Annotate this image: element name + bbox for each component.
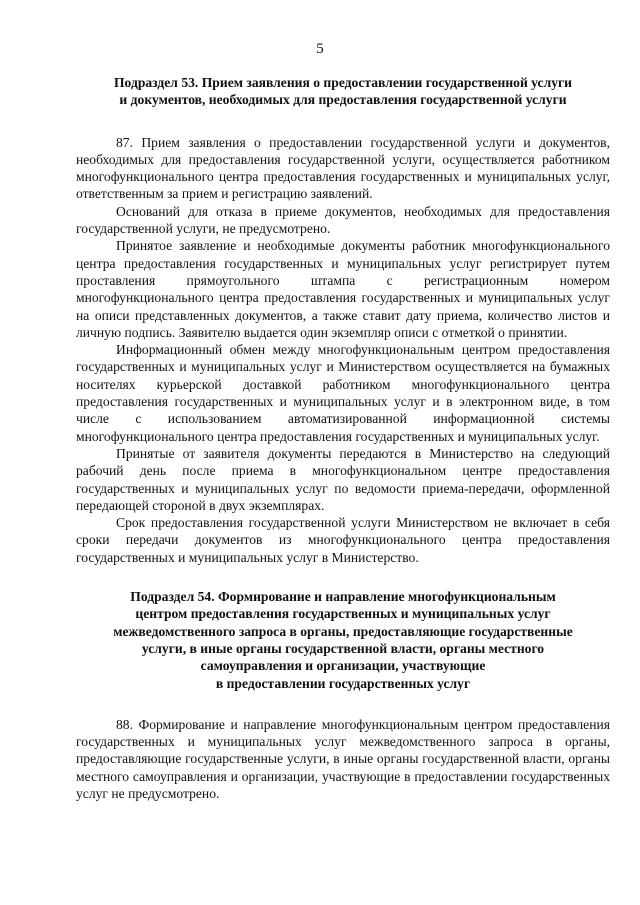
- section-54-heading-line-3: межведомственного запроса в органы, предоставляющие государственные: [113, 623, 573, 639]
- section-54-heading-line-1: Подраздел 54. Формирование и направление многофункциональным: [130, 589, 556, 605]
- section-54-heading-line-2: центром предоставления государственных и муниципальных услуг: [135, 606, 551, 622]
- document-body: [76, 74, 610, 802]
- paragraph-87: 87. Прием заявления о предоставлении государственной услуги и документов, необходимых для предоставления государственной услуги, осуществляется работником многофункционального центра предоставления государственных и муниципальных услуг, ответственным за прием и регистрацию заявлений.: [76, 134, 610, 202]
- section-53-heading-line-1: Подраздел 53. Прием заявления о предоставлении государственной услуги: [113, 75, 573, 90]
- page-number: 5: [316, 41, 324, 57]
- paragraph-no-refusal: Оснований для отказа в приеме документов, необходимых для предоставления государственной услуги, не предусмотрено.: [76, 203, 610, 237]
- section-53-heading-line-2: и документов, необходимых для предоставления государственной услуги: [119, 92, 567, 108]
- section-54-heading-line-4: услуги, в иные органы государственной власти, органы местного: [141, 640, 545, 656]
- paragraph-information-exchange: Информационный обмен между многофункциональным центром предоставления государственных и муниципальных услуг и Министерством осуществляется на бумажных носителях курьерской доставкой работником многофункционального центра предоставления государственных и муниципальных услуг и в электронном виде, в том числе с использованием автоматизированной информационной системы многофункционального центра предоставления государственных и муниципальных услуг.: [76, 342, 610, 444]
- paragraph-registration: Принятое заявление и необходимые документы работник многофункционального центра предоставления государственных и муниципальных услуг регистрирует путем проставления прямоугольного штампа с регистрационным номером многофункционального центра предоставления государственных и муниципальных услуг на описи представленных документов, а также ставит дату приема, количество листов и личную подпись. Заявителю выдается один экземпляр описи с отметкой о принятии.: [76, 238, 610, 340]
- section-54-heading-line-5: самоуправления и организации, участвующие: [200, 658, 486, 674]
- paragraph-document-transfer: Принятые от заявителя документы передаются в Министерство на следующий рабочий день после приема в многофункциональном центре предоставления государственных и муниципальных услуг по ведомости приема-передачи, оформленной передающей стороной в двух экземплярах.: [76, 445, 610, 513]
- section-54-heading: [76, 588, 610, 692]
- paragraph-service-term: Срок предоставления государственной услуги Министерством не включает в себя сроки передачи документов из многофункционального центра предоставления государственных и муниципальных услуг в Министерство.: [76, 515, 610, 565]
- section-54-heading-line-6: в предоставлении государственных услуг: [215, 675, 471, 691]
- section-53-heading: [76, 74, 610, 109]
- paragraph-88: 88. Формирование и направление многофункциональным центром предоставления государственных и муниципальных услуг межведомственного запроса в органы, предоставляющие государственные услуги, в иные органы государственной власти, органы местного самоуправления и организации, участвующие в предоставлении государственных услуг не предусмотрено.: [76, 716, 610, 801]
